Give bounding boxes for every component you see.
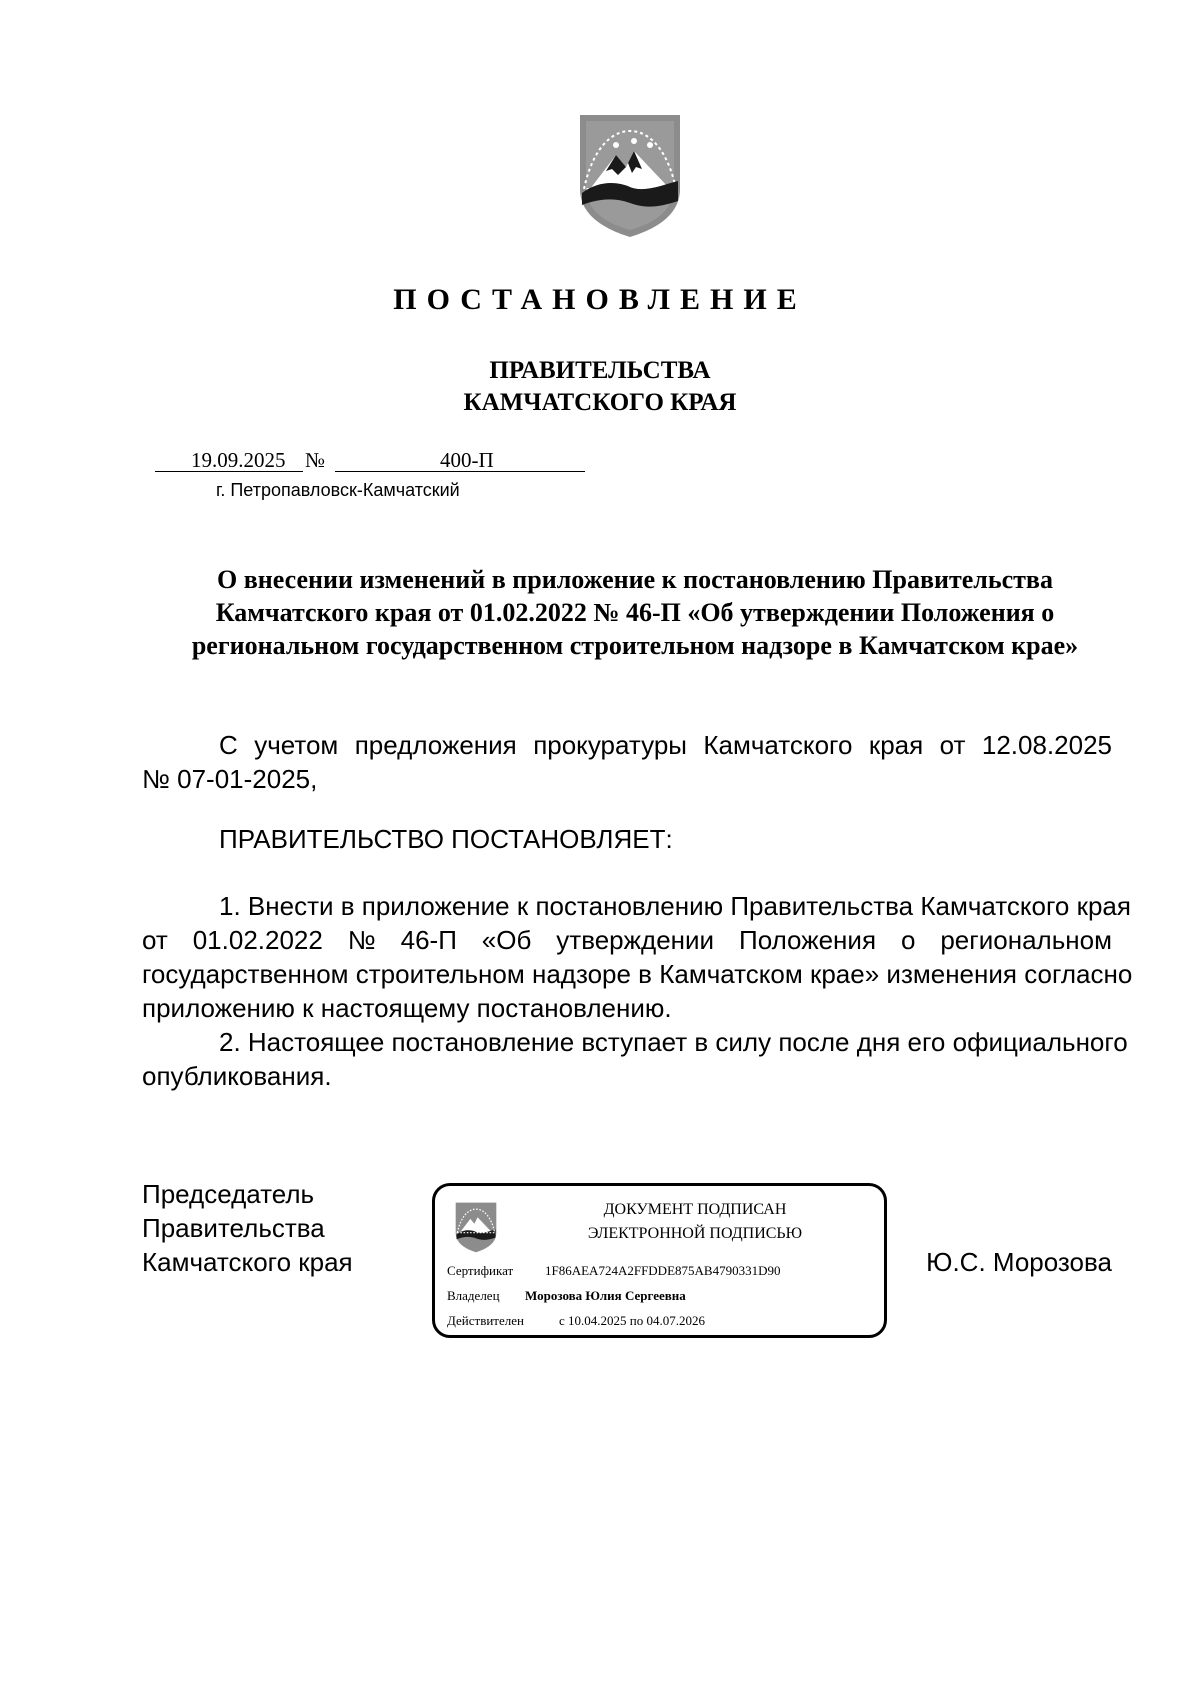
number-sign: № [305,448,326,472]
item-1-line: государственном строительном надзоре в Камчатском крае» изменения согласно [142,959,1133,989]
item-1-line: 1. Внести в приложение к постановлению Правительства Камчатского края [219,891,1131,921]
issuer-line: КАМЧАТСКОГО КРАЯ [463,389,737,416]
item-2-line: опубликования. [142,1061,332,1091]
kamchatka-coat-of-arms-icon [453,1201,499,1253]
issuing-authority [0,355,1200,419]
item-2-line: 2. Настоящее постановление вступает в силу после дня его официального [219,1027,1128,1057]
resolution-items [142,889,1133,1093]
item-1-line: от 01.02.2022 № 46-П «Об утверждении Положения о региональном [142,925,1112,955]
city: г. Петропавловск-Камчатский [216,480,460,500]
signer-name: Ю.С. Морозова [926,1247,1112,1277]
validity-row: Действителен с 10.04.2025 по 04.07.2026 [447,1313,705,1328]
subject-line: региональном государственном строительном надзоре в Камчатском крае» [191,631,1079,660]
document-subject [140,563,1130,662]
owner-value: Морозова Юлия Сергеевна [525,1288,686,1303]
certificate-value: 1F86AEA724A2FFDDE875AB4790331D90 [545,1263,781,1278]
subject-line: Камчатского края от 01.02.2022 № 46-П «Об утверждении Положения о [215,598,1055,627]
date-number-line [155,447,585,473]
kamchatka-coat-of-arms-icon [576,111,684,239]
document-number: 400-П [440,448,494,472]
electronic-signature-stamp [432,1183,887,1338]
signer-title-line: Председатель [142,1179,315,1209]
preamble-line: С учетом предложения прокуратуры Камчатского края от 12.08.2025 [219,730,1112,760]
item-1-line: приложению к настоящему постановлению. [142,993,672,1023]
document-date: 19.09.2025 [191,448,286,472]
validity-value: с 10.04.2025 по 04.07.2026 [559,1313,705,1328]
preamble-paragraph [142,728,1112,796]
preamble-line: № 07-01-2025, [142,764,318,794]
signature-title: ДОКУМЕНТ ПОДПИСАН ЭЛЕКТРОННОЙ ПОДПИСЬЮ [587,1201,803,1242]
signer-title-line: Правительства [142,1213,325,1243]
owner-row: Владелец Морозова Юлия Сергеевна [447,1288,686,1303]
certificate-row: Сертификат 1F86AEA724A2FFDDE875AB4790331D90 [447,1263,781,1278]
subject-line: О внесении изменений в приложение к постановлению Правительства [217,565,1053,594]
resolution-heading: ПРАВИТЕЛЬСТВО ПОСТАНОВЛЯЕТ: [219,824,673,854]
issuer-line: ПРАВИТЕЛЬСТВА [489,357,711,384]
signer-title-line: Камчатского края [142,1247,353,1277]
document-type: ПОСТАНОВЛЕНИЕ [393,283,807,316]
signer-title [142,1177,353,1279]
